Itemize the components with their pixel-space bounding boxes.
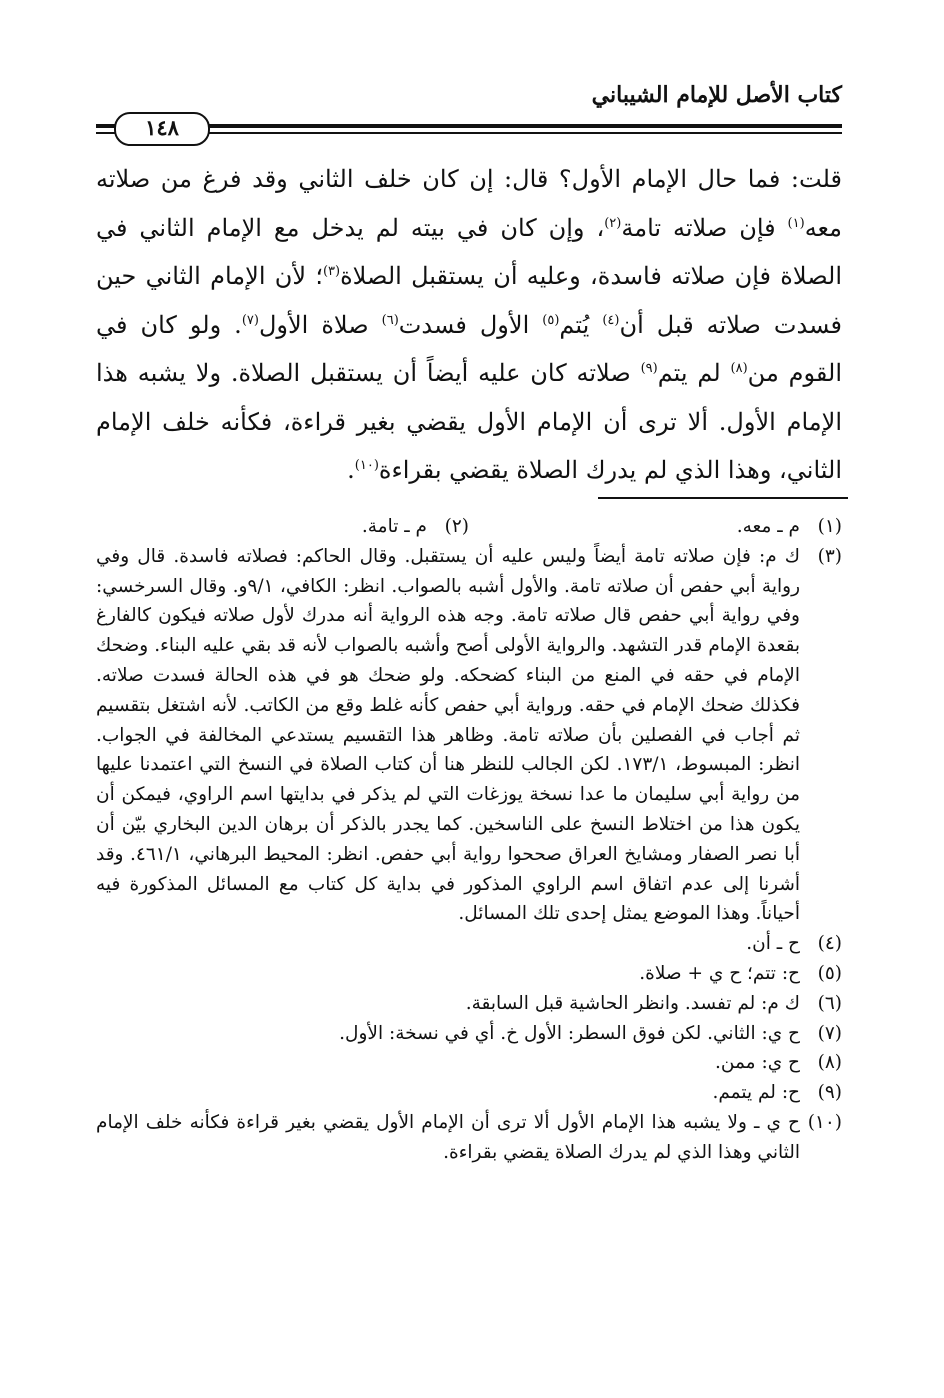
- footnote-text: ح: تتم؛ ح ي + صلاة.: [639, 962, 800, 984]
- footnote-9: [96, 1078, 842, 1108]
- footnote-number: (٣): [817, 545, 842, 567]
- text-segment: .: [347, 456, 355, 484]
- footnote-marker: (٢): [604, 215, 622, 231]
- running-title: كتاب الأصل للإمام الشيباني: [591, 82, 842, 108]
- footnote-7: [96, 1019, 842, 1049]
- footnote-marker: (٩): [640, 361, 658, 376]
- footnote-number: (٤): [817, 933, 842, 955]
- text-segment: صلاته كان عليه أيضاً أن يستقبل الصلاة. ولا يشبه هذا الإمام الأول. ألا ترى أن الإمام الأول يقضي بغير قراءة، فكأنه خلف الإمام الثاني، وهذا الذي لم يدرك الصلاة يقضي بقراءة: [96, 359, 842, 484]
- footnote-marker: (٤): [602, 312, 620, 328]
- text-segment: ، وإن كان في بيته لم يدخل مع الإمام الثاني في الصلاة فإن صلاته فاسدة، وعليه أن يستقبل الصلاة: [96, 213, 842, 290]
- text-segment: لم يتم: [657, 359, 731, 387]
- text-segment: ؛ لأن الإمام الثاني حين فسدت صلاته قبل أن: [96, 262, 843, 339]
- footnote-number: (١٠): [807, 1111, 842, 1133]
- text-segment: قلت: فما حال الإمام الأول؟ قال: إن كان خلف الثاني وقد فرغ من صلاته معه: [96, 165, 842, 242]
- footnote-marker: (٥): [542, 312, 560, 328]
- text-segment: صلاة الأول: [258, 310, 382, 339]
- text-segment: فإن صلاته تامة: [621, 213, 788, 242]
- footnote-marker: (٨): [730, 361, 748, 376]
- footnote-number: (٨): [817, 1052, 842, 1074]
- footnote-6: [96, 989, 842, 1019]
- footnote-1: [469, 512, 842, 542]
- footnote-4: [96, 929, 842, 959]
- footnote-number: (١): [817, 516, 842, 537]
- footnote-marker: (٦): [381, 312, 399, 328]
- footnote-8: [96, 1048, 842, 1078]
- footnote-2: [96, 512, 469, 542]
- footnote-marker: (١٠): [354, 458, 379, 473]
- footnotes: [96, 512, 842, 1168]
- footnote-text: ح ي: الثاني. لكن فوق السطر: الأول خ. أي في نسخة: الأول.: [339, 1022, 800, 1044]
- footnote-number: (٢): [444, 516, 469, 537]
- footnote-marker: (٧): [241, 312, 259, 328]
- text-segment: . ولو كان في القوم من: [96, 310, 842, 387]
- footnote-number: (٧): [817, 1022, 842, 1044]
- footnote-marker: (١): [787, 215, 805, 231]
- footnote-divider: [598, 497, 848, 499]
- footnote-text: ح ـ أن.: [746, 933, 800, 955]
- main-text: [96, 155, 842, 495]
- page-number: ١٤٨: [114, 112, 210, 146]
- footnote-text: م ـ معه.: [736, 516, 800, 537]
- footnote-text: ح ي ـ ولا يشبه هذا الإمام الأول ألا ترى أن الإمام الأول يقضي بغير قراءة فكأنه خلف الإمام الثاني وهذا الذي لم يدرك الصلاة يقضي بقراءة.: [96, 1111, 800, 1163]
- text-segment: الأول فسدت: [398, 310, 543, 339]
- footnote-marker: (٣): [322, 264, 341, 279]
- text-segment: يُتم: [559, 310, 603, 339]
- footnote-number: (٩): [817, 1082, 842, 1104]
- footnote-pair: [96, 512, 842, 542]
- footnote-5: [96, 959, 842, 989]
- footnote-number: (٥): [817, 962, 842, 984]
- footnote-text: م ـ تامة.: [361, 516, 427, 537]
- footnote-10: [96, 1108, 842, 1168]
- footnote-3: [96, 542, 842, 929]
- page-header: [96, 82, 842, 152]
- footnote-text: ك م: فإن صلاته تامة أيضاً وليس عليه أن يستقبل. وقال الحاكم: فصلاته فاسدة. قال وفي رواية أبي حفص أن صلاته تامة. والأول أشبه بالصواب. انظر: الكافي، ٩/١و. وقال السرخسي: وفي رواية أبي حفص قال صلاته تامة. وجه هذه الرواية أنه مدرك لأول صلاته فيكون كالفارغ بقعدة الإمام قدر التشهد. والرواية الأولى أصح وأشبه بالصواب لأنه قد بقي عليه البناء. وضحك الإمام في حقه في المنع من البناء كضحكه. ولو ضحك هو في هذه الحالة فسدت صلاته. فكذلك ضحك الإمام في حقه. ورواية أبي حفص كأنه غلط وقع من الكاتب. لأنه اشتغل بتقسيم ثم أجاب في الفصلين بأن صلاته تامة. وظاهر هذا التقسيم يستدعي المخالفة في الجواب. انظر: المبسوط، ١٧٣/١. لكن الجالب للنظر هنا أن كتاب الصلاة في النسخ التي اعتمدنا عليها من رواية أبي سليمان ما عدا نسخة يوزغات التي لم يذكر في بدايتها اسم الراوي، فيمكن أن يكون هذا من اختلاط النسخ على الناسخين. كما يجدر بالذكر أن برهان الدين البخاري بيّن أن أبا نصر الصفار ومشايخ العراق صححوا رواية أبي حفص. انظر: المحيط البرهاني، ٤٦١/١. وقد أشرنا إلى عدم اتفاق اسم الراوي المذكور في بداية كل كتاب مع المسائل المذكورة فيه أحياناً. وهذا الموضع يمثل إحدى تلك المسائل.: [96, 545, 800, 925]
- footnote-number: (٦): [817, 992, 842, 1014]
- footnote-text: ح: لم يتمم.: [712, 1082, 800, 1104]
- footnote-text: ح ي: ممن.: [715, 1052, 800, 1074]
- footnote-text: ك م: لم تفسد. وانظر الحاشية قبل السابقة.: [465, 992, 800, 1014]
